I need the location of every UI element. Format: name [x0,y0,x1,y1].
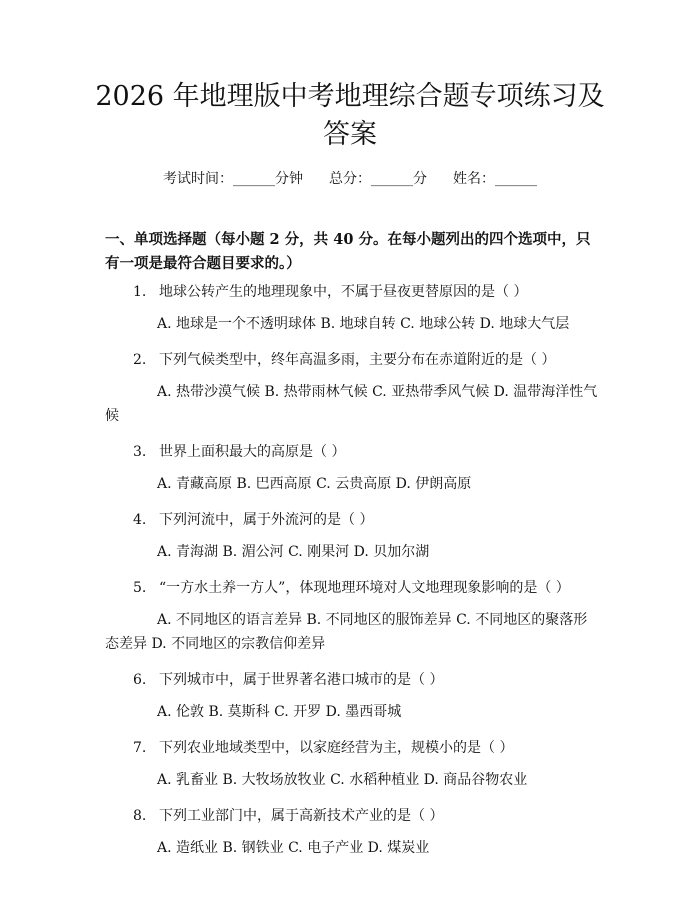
question-number: 4. [133,512,147,528]
question-stem: 下列工业部门中，属于高新技术产业的是（ ） [159,808,444,824]
question-options: A. 伦敦 B. 莫斯科 C. 开罗 D. 墨西哥城 [157,704,402,720]
exam-time-label: 考试时间：______分钟 [163,171,303,187]
question-stem: 世界上面积最大的高原是（ ） [159,444,346,460]
section-heading-single-choice: 一、单项选择题（每小题 2 分，共 40 分。在每小题列出的四个选项中，只有一项是最符合题目要求的。） [105,231,591,272]
question-stem: 下列农业地域类型中，以家庭经营为主，规模小的是（ ） [159,740,514,756]
question-options: A. 地球是一个不透明球体 B. 地球自转 C. 地球公转 D. 地球大气层 [157,316,570,332]
question-number: 3. [133,444,147,460]
question-options: A. 乳畜业 B. 大牧场放牧业 C. 水稻种植业 D. 商品谷物农业 [157,772,528,788]
question-options: A. 青海湖 B. 湄公河 C. 刚果河 D. 贝加尔湖 [157,544,430,560]
question-list [105,280,600,872]
question-options: A. 青藏高原 B. 巴西高原 C. 云贵高原 D. 伊朗高原 [157,476,472,492]
question-7 [105,736,600,792]
question-number: 7. [133,740,147,756]
document-title: 2026 年地理版中考地理综合题专项练习及答案 [95,81,605,150]
question-number: 8. [133,808,147,824]
question-2 [105,348,600,428]
student-name-label: 姓名：______ [453,171,537,187]
question-stem: 下列城市中，属于世界著名港口城市的是（ ） [159,672,444,688]
question-stem: 下列河流中，属于外流河的是（ ） [159,512,374,528]
total-score-label: 总分：______分 [329,171,427,187]
question-stem: 地球公转产生的地理现象中，不属于昼夜更替原因的是（ ） [159,284,528,300]
question-8 [105,804,600,860]
question-options: A. 不同地区的语言差异 B. 不同地区的服饰差异 C. 不同地区的聚落形态差异 D. 不同地区的宗教信仰差异 [105,612,588,652]
question-6 [105,668,600,724]
question-3 [105,440,600,496]
question-number: 1. [133,284,147,300]
exam-meta [0,170,700,188]
question-number: 2. [133,352,147,368]
question-options: A. 热带沙漠气候 B. 热带雨林气候 C. 亚热带季风气候 D. 温带海洋性气候 [105,384,598,424]
question-stem: 下列气候类型中，终年高温多雨，主要分布在赤道附近的是（ ） [159,352,556,368]
question-stem: “一方水土养一方人”，体现地理环境对人文地理现象影响的是（ ） [159,580,570,596]
question-4 [105,508,600,564]
question-number: 6. [133,672,147,688]
question-5 [105,576,600,656]
question-options: A. 造纸业 B. 钢铁业 C. 电子产业 D. 煤炭业 [157,840,430,856]
question-number: 5. [133,580,147,596]
question-1 [105,280,600,336]
